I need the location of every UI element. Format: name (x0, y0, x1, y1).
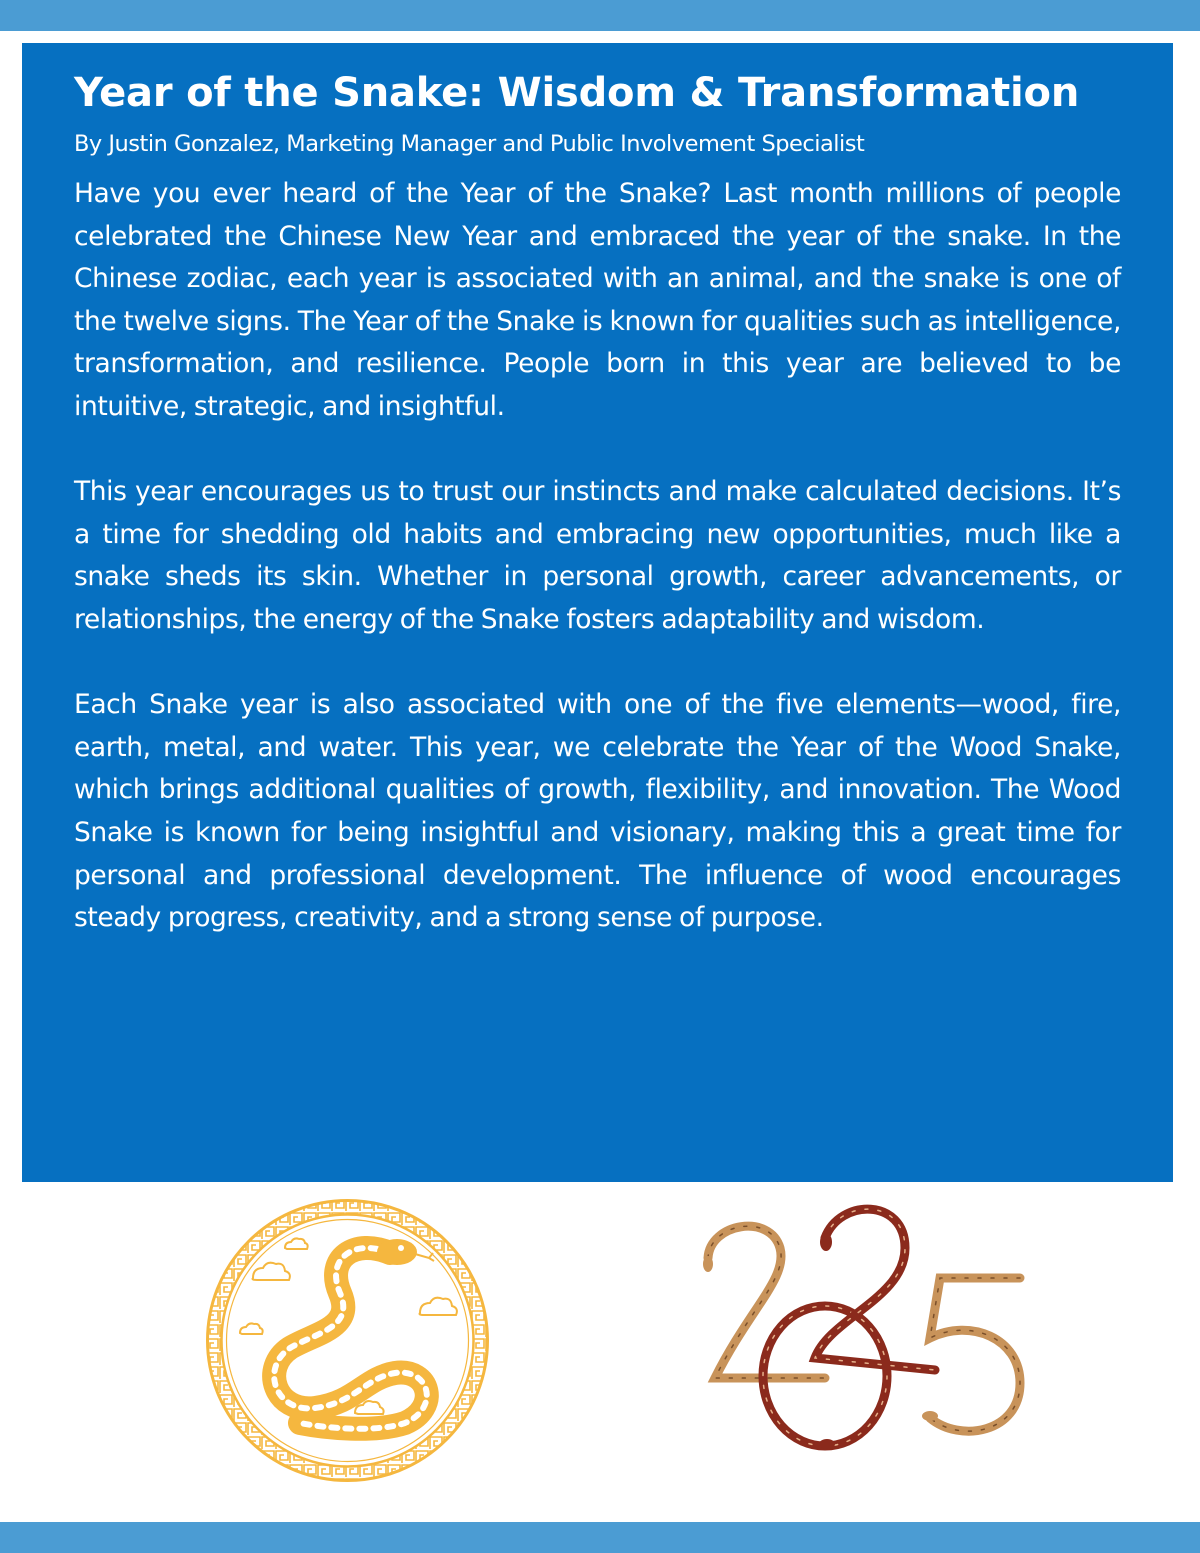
article-paragraph-2: This year encourages us to trust our instincts and make calculated decisions. It’s a time for shedding old habits and embracing new opportunities, much like a snake sheds its skin. Whether in personal growth, career advancements, or relationships, the energy of the Snake fosters adaptability and wisdom. (74, 476, 1121, 635)
article-byline: By Justin Gonzalez, Marketing Manager and Public Involvement Specialist (74, 131, 865, 157)
article-title: Year of the Snake: Wisdom & Transformation (74, 70, 1080, 116)
snake-2025-icon (690, 1188, 1040, 1468)
article-paragraph-3: Each Snake year is also associated with one of the five elements—wood, fire, earth, metal, and water. This year, we celebrate the Year of the Wood Snake, which brings additional qualities of growth, flexibility, and innovation. The Wood Snake is known for being insightful and visionary, making this a great time for personal and professional development. The influence of wood encourages steady progress, creativity, and a strong sense of purpose. (74, 689, 1121, 934)
bottom-accent-band (0, 1522, 1200, 1553)
snake-medallion-icon (205, 1198, 490, 1483)
top-accent-band (0, 0, 1200, 31)
article-panel (22, 43, 1173, 1182)
article-paragraph-1: Have you ever heard of the Year of the Snake? Last month millions of people celebrated the Chinese New Year and embraced the year of the snake. In the Chinese zodiac, each year is associated with an animal, and the snake is one of the twelve signs. The Year of the Snake is known for qualities such as intelligence, transformation, and resilience. People born in this year are believed to be intuitive, strategic, and insightful. (74, 178, 1121, 422)
